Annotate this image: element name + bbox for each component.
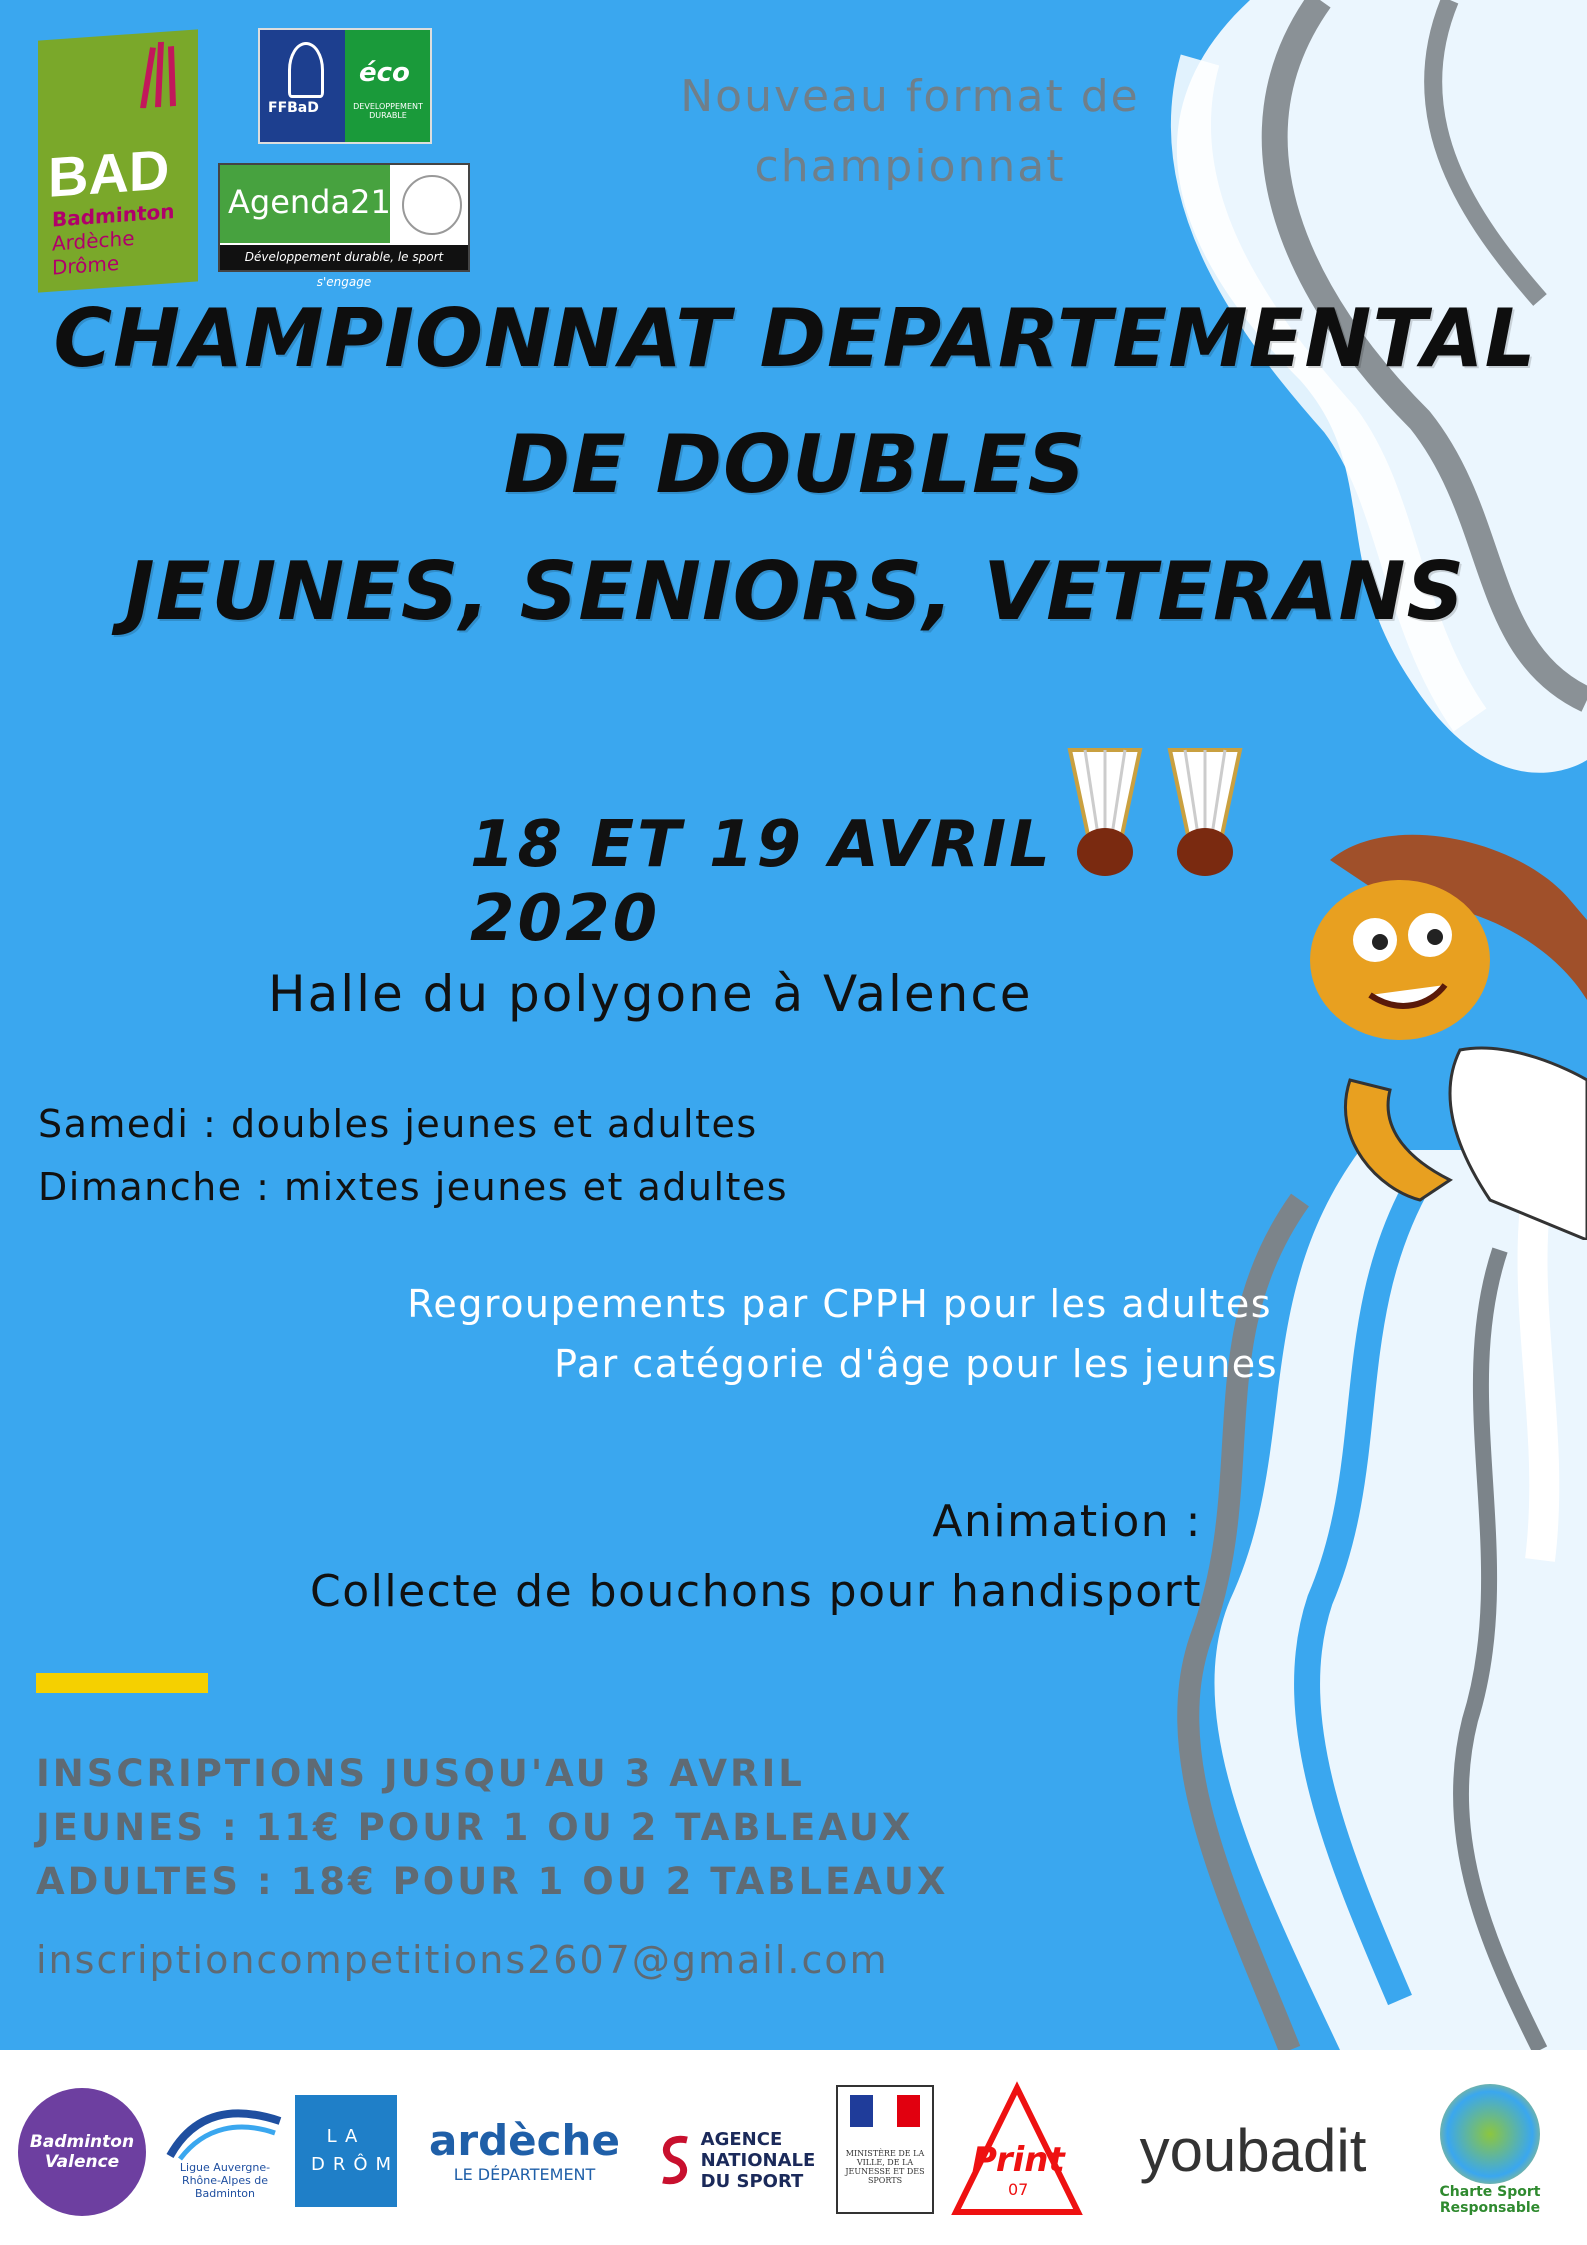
subtitle-line2: championnat — [754, 141, 1066, 192]
print07-logo: Print 07 — [950, 2080, 1085, 2220]
globe-icon — [1440, 2084, 1540, 2184]
page-title-line1: CHAMPIONNAT DEPARTEMENTAL — [53, 292, 1537, 385]
agenda21-logo: Agenda21 Développement durable, le sport s'engage — [218, 163, 470, 272]
bad-logo: BAD Badminton Ardèche Drôme — [38, 29, 198, 292]
page-title-line3: JEUNES, SENIORS, VETERANS — [124, 545, 1466, 638]
subtitle-line1: Nouveau format de — [680, 71, 1140, 122]
club-badminton-valence-logo: Badminton Valence — [18, 2088, 146, 2216]
event-date: 18 ET 19 AVRIL 2020 — [470, 808, 1053, 956]
youbadit-logo: youbadit — [1139, 2116, 1367, 2184]
registration-youth-fee: JEUNES : 11€ POUR 1 OU 2 TABLEAUX — [36, 1806, 914, 1849]
ardeche-departement-logo: ardèche LE DÉPARTEMENT — [429, 2116, 620, 2184]
grouping-adults: Regroupements par CPPH pour les adultes — [407, 1282, 1272, 1326]
marianne-flag-icon — [850, 2095, 920, 2127]
feather-icon — [288, 42, 324, 98]
sponsor-strip — [0, 2050, 1587, 2245]
saturday-schedule: Samedi : doubles jeunes et adultes — [38, 1102, 758, 1146]
grouping-youth: Par catégorie d'âge pour les jeunes — [554, 1342, 1278, 1386]
registration-adult-fee: ADULTES : 18€ POUR 1 OU 2 TABLEAUX — [36, 1860, 949, 1903]
ffbad-logo: FFBaD éco DEVELOPPEMENT DURABLE — [258, 28, 432, 144]
animation-title: Animation : — [932, 1496, 1202, 1547]
charte-sport-responsable-logo: Charte Sport Responsable — [1420, 2070, 1560, 2230]
sunday-schedule: Dimanche : mixtes jeunes et adultes — [38, 1165, 789, 1209]
ministere-logo: MINISTÈRE DE LA VILLE, DE LA JEUNESSE ET DES SPORTS — [836, 2085, 934, 2214]
olympic-committee-icon — [402, 175, 462, 235]
ligue-swoosh-icon — [165, 2101, 285, 2161]
registration-email[interactable]: inscriptioncompetitions2607@gmail.com — [36, 1938, 889, 1982]
animation-text: Collecte de bouchons pour handisport — [310, 1566, 1202, 1617]
la-drome-logo: LA DRÔME — [295, 2095, 397, 2207]
ans-icon — [655, 2130, 695, 2190]
shuttlecock-logo-icon — [133, 35, 183, 108]
agence-nationale-sport-logo: AGENCE NATIONALE DU SPORT — [645, 2115, 825, 2205]
registration-deadline: INSCRIPTIONS JUSQU'AU 3 AVRIL — [36, 1752, 805, 1795]
event-venue: Halle du polygone à Valence — [268, 965, 1033, 1023]
ligue-aura-logo: Ligue Auvergne-Rhône-Alpes de Badminton — [165, 2095, 285, 2205]
page-title-line2: DE DOUBLES — [503, 418, 1087, 511]
badminton-player-illustration — [1270, 820, 1587, 1240]
accent-bar — [36, 1673, 208, 1693]
